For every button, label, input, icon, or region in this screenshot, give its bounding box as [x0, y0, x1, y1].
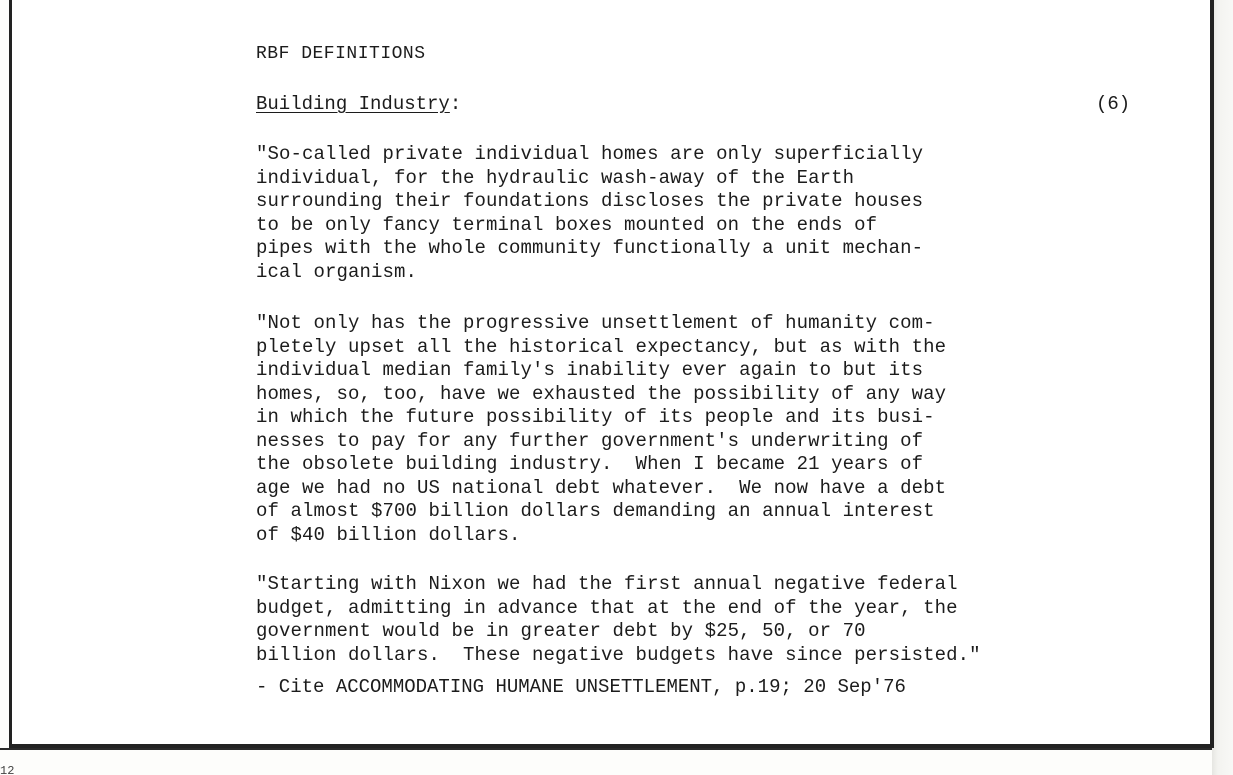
- page-shadow: [1212, 0, 1233, 775]
- bottom-rule: [0, 748, 1212, 750]
- section-heading: [256, 93, 461, 115]
- paragraph-3: "Starting with Nixon we had the first annual negative federal budget, admitting in advance that at the end of the year, the government would be in greater debt by $25, 50, or 70 billion dollars. These negative budgets have since persisted.": [256, 573, 981, 666]
- paragraph-1: "So-called private individual homes are only superficially individual, for the hydraulic wash-away of the Earth surrounding their foundations discloses the private houses to be only fancy terminal boxes mounted on the ends of pipes with the whole community functionally a unit mechan- ical organism.: [256, 143, 924, 283]
- section-heading-text: Building Industry: [256, 93, 450, 115]
- section-heading-colon: :: [449, 93, 462, 115]
- citation: - Cite ACCOMMODATING HUMANE UNSETTLEMENT, p.19; 20 Sep'76: [256, 676, 906, 698]
- corner-mark: 12: [0, 764, 15, 775]
- document-title: RBF DEFINITIONS: [256, 44, 426, 64]
- paragraph-2: "Not only has the progressive unsettlement of humanity com- pletely upset all the historical expectancy, but as with the individual median family's inability ever again to but its homes, so, too, have we exhausted the possibility of any way in which the future possibility of its people and its busi- nesses to pay for any further government's underwriting of the obsolete building industry. When I became 21 years of age we had no US national debt whatever. We now have a debt of almost $700 billion dollars demanding an annual interest of $40 billion dollars.: [256, 312, 947, 546]
- page-number: (6): [1096, 93, 1131, 115]
